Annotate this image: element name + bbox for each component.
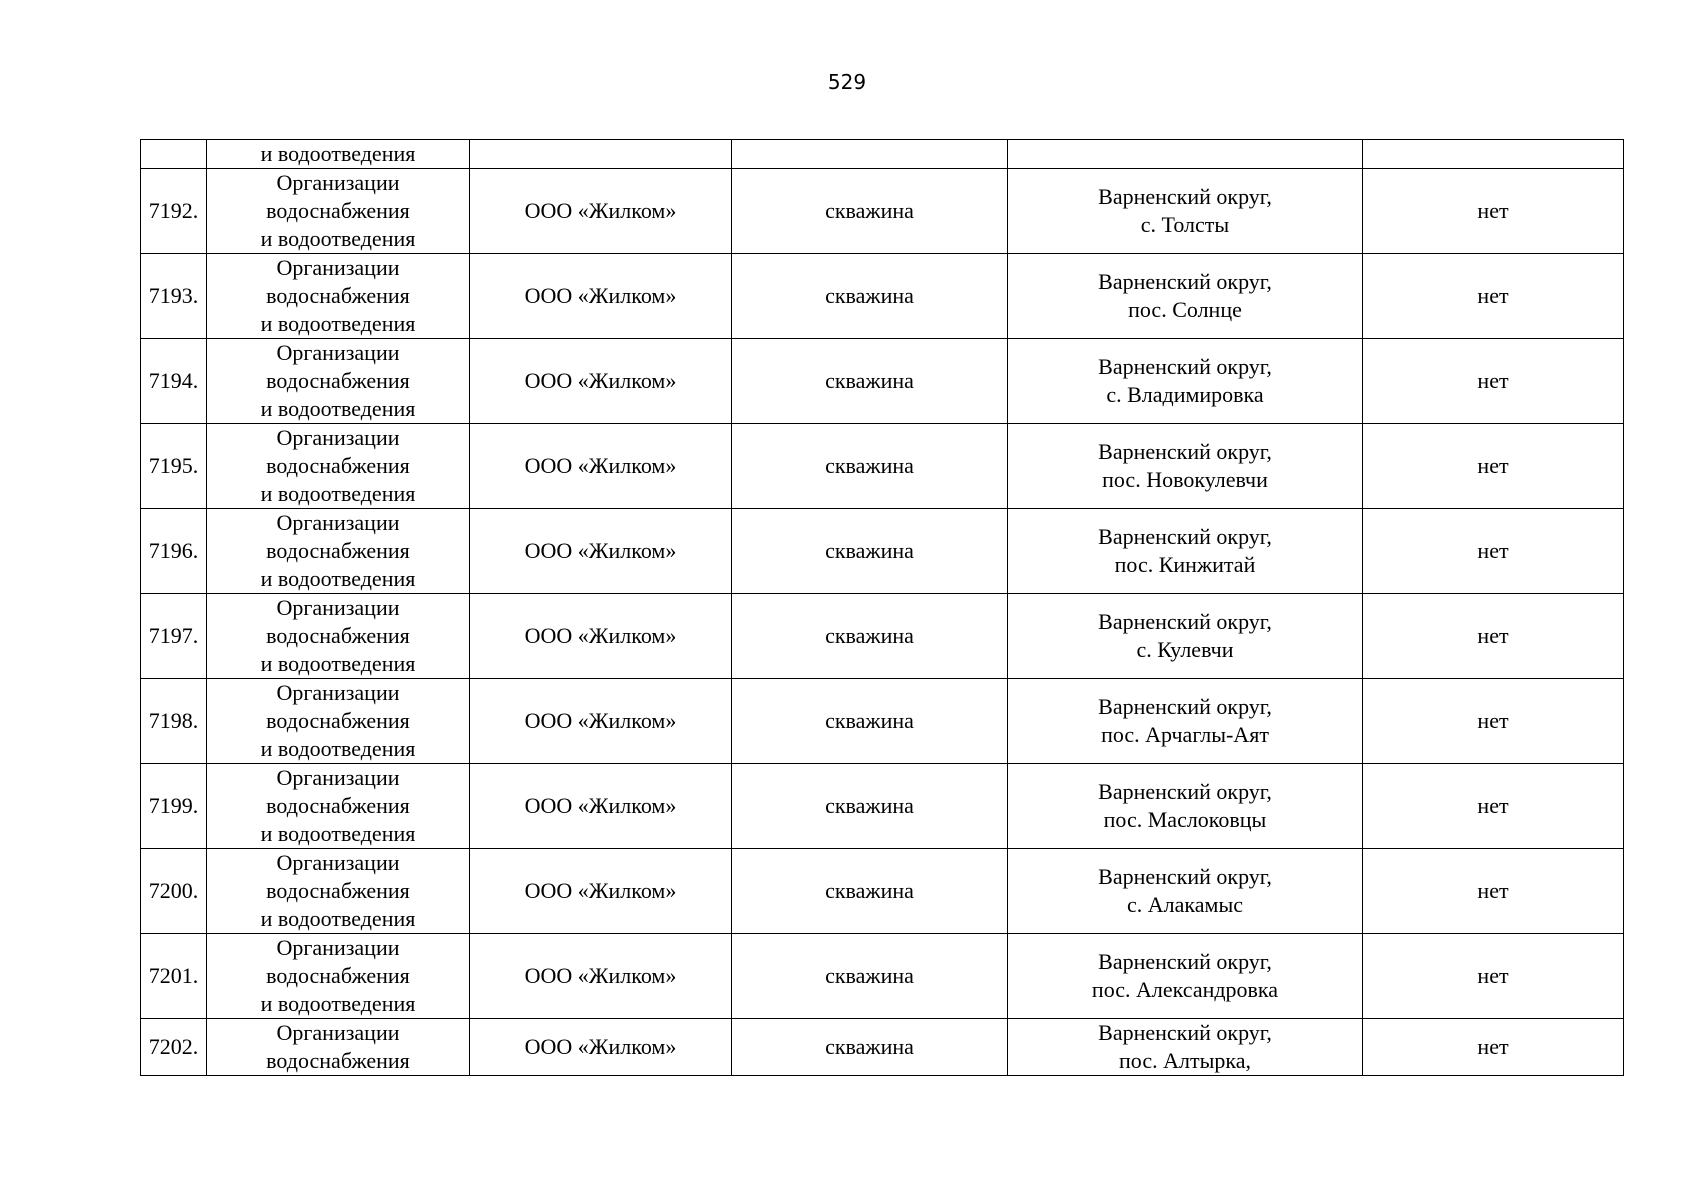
category-cell: Организации водоснабжения и водоотведения xyxy=(207,169,470,254)
location-cell: Варненский округ, пос. Новокулевчи xyxy=(1008,424,1363,509)
flag-cell: нет xyxy=(1363,1019,1624,1076)
table-row xyxy=(141,424,1624,509)
organization-cell: ООО «Жилком» xyxy=(470,424,732,509)
object-cell: скважина xyxy=(732,424,1008,509)
table-row xyxy=(141,764,1624,849)
category-cell: Организации водоснабжения и водоотведения xyxy=(207,679,470,764)
flag-cell: нет xyxy=(1363,424,1624,509)
category-cell: Организации водоснабжения и водоотведения xyxy=(207,424,470,509)
row-number-cell: 7200. xyxy=(141,849,207,934)
object-cell: скважина xyxy=(732,169,1008,254)
flag-cell: нет xyxy=(1363,254,1624,339)
organization-cell: ООО «Жилком» xyxy=(470,254,732,339)
category-cell: Организации водоснабжения и водоотведения xyxy=(207,764,470,849)
registry-table xyxy=(140,139,1624,1076)
table-row-last xyxy=(141,1019,1624,1076)
row-number-cell: 7201. xyxy=(141,934,207,1019)
organization-cell: ООО «Жилком» xyxy=(470,339,732,424)
organization-cell: ООО «Жилком» xyxy=(470,509,732,594)
organization-cell: ООО «Жилком» xyxy=(470,764,732,849)
organization-cell: ООО «Жилком» xyxy=(470,169,732,254)
object-cell: скважина xyxy=(732,339,1008,424)
table-row xyxy=(141,339,1624,424)
location-cell: Варненский округ, с. Владимировка xyxy=(1008,339,1363,424)
table-row xyxy=(141,509,1624,594)
category-cell: Организации водоснабжения и водоотведения xyxy=(207,594,470,679)
table-row xyxy=(141,849,1624,934)
category-cell: и водоотведения xyxy=(207,140,470,169)
location-cell: Варненский округ, с. Толсты xyxy=(1008,169,1363,254)
category-cell: Организации водоснабжения и водоотведения xyxy=(207,849,470,934)
flag-cell: нет xyxy=(1363,339,1624,424)
row-number-cell xyxy=(141,140,207,169)
flag-cell: нет xyxy=(1363,764,1624,849)
row-number-cell: 7192. xyxy=(141,169,207,254)
organization-cell: ООО «Жилком» xyxy=(470,1019,732,1076)
flag-cell: нет xyxy=(1363,169,1624,254)
category-cell: Организации водоснабжения и водоотведения xyxy=(207,254,470,339)
table-row xyxy=(141,594,1624,679)
flag-cell: нет xyxy=(1363,934,1624,1019)
row-number-cell: 7199. xyxy=(141,764,207,849)
flag-cell: нет xyxy=(1363,679,1624,764)
location-cell: Варненский округ, с. Алакамыс xyxy=(1008,849,1363,934)
object-cell: скважина xyxy=(732,849,1008,934)
object-cell: скважина xyxy=(732,509,1008,594)
row-number-cell: 7194. xyxy=(141,339,207,424)
location-cell xyxy=(1008,140,1363,169)
organization-cell: ООО «Жилком» xyxy=(470,679,732,764)
category-cell: Организации водоснабжения xyxy=(207,1019,470,1076)
flag-cell: нет xyxy=(1363,509,1624,594)
organization-cell: ООО «Жилком» xyxy=(470,934,732,1019)
table-row xyxy=(141,679,1624,764)
object-cell: скважина xyxy=(732,679,1008,764)
category-cell: Организации водоснабжения и водоотведения xyxy=(207,339,470,424)
organization-cell: ООО «Жилком» xyxy=(470,594,732,679)
row-number-cell: 7196. xyxy=(141,509,207,594)
flag-cell xyxy=(1363,140,1624,169)
organization-cell xyxy=(470,140,732,169)
category-cell: Организации водоснабжения и водоотведения xyxy=(207,509,470,594)
page-number: 529 xyxy=(827,70,867,94)
location-cell: Варненский округ, пос. Александровка xyxy=(1008,934,1363,1019)
category-cell: Организации водоснабжения и водоотведения xyxy=(207,934,470,1019)
row-number-cell: 7197. xyxy=(141,594,207,679)
flag-cell: нет xyxy=(1363,594,1624,679)
row-number-cell: 7195. xyxy=(141,424,207,509)
row-number-cell: 7198. xyxy=(141,679,207,764)
object-cell: скважина xyxy=(732,764,1008,849)
object-cell: скважина xyxy=(732,1019,1008,1076)
table-row-continuation xyxy=(141,140,1624,169)
organization-cell: ООО «Жилком» xyxy=(470,849,732,934)
table-row xyxy=(141,934,1624,1019)
location-cell: Варненский округ, с. Кулевчи xyxy=(1008,594,1363,679)
location-cell: Варненский округ, пос. Алтырка, xyxy=(1008,1019,1363,1076)
table-row xyxy=(141,254,1624,339)
row-number-cell: 7193. xyxy=(141,254,207,339)
location-cell: Варненский округ, пос. Кинжитай xyxy=(1008,509,1363,594)
flag-cell: нет xyxy=(1363,849,1624,934)
location-cell: Варненский округ, пос. Маслоковцы xyxy=(1008,764,1363,849)
object-cell: скважина xyxy=(732,254,1008,339)
location-cell: Варненский округ, пос. Арчаглы-Аят xyxy=(1008,679,1363,764)
table-row xyxy=(141,169,1624,254)
location-cell: Варненский округ, пос. Солнце xyxy=(1008,254,1363,339)
row-number-cell: 7202. xyxy=(141,1019,207,1076)
object-cell xyxy=(732,140,1008,169)
object-cell: скважина xyxy=(732,594,1008,679)
object-cell: скважина xyxy=(732,934,1008,1019)
